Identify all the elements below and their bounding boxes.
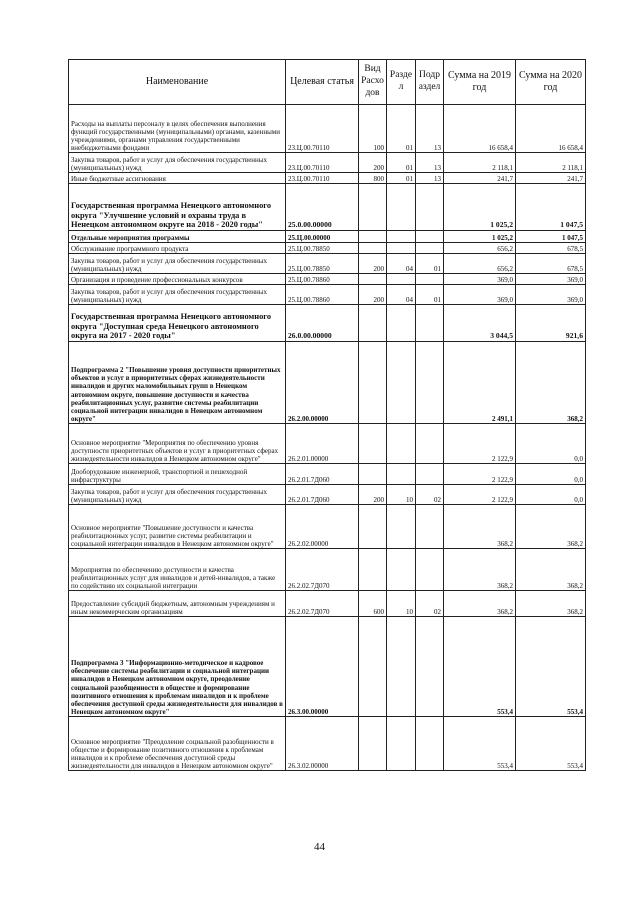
row-name: Закупка товаров, работ и услуг для обеспечения государственных (муниципальных) нужд xyxy=(69,285,286,305)
row-section: 01 xyxy=(387,173,416,184)
row-subsection xyxy=(416,617,444,717)
table-row xyxy=(69,617,586,717)
row-subsection: 01 xyxy=(416,254,444,274)
row-target-article: 26.2.01.7Д060 xyxy=(286,464,359,485)
table-row xyxy=(69,505,586,549)
row-sum-2019: 3 044,5 xyxy=(444,305,516,342)
row-section: 10 xyxy=(387,591,416,617)
table-row xyxy=(69,591,586,617)
row-sum-2019: 368,2 xyxy=(444,505,516,549)
row-name: Обслуживание программного продукта xyxy=(69,243,286,254)
row-expense-type xyxy=(359,505,387,549)
row-sum-2019: 369,0 xyxy=(444,274,516,285)
row-name: Основное мероприятие "Преодоление социальной разобщенности в обществе и формирование позитивного отношения к проблемам инвалидов и к проблеме обеспечения доступной среды жизнедеятельности для инвалидов в Ненецком автономном округе" xyxy=(69,717,286,771)
row-section xyxy=(387,617,416,717)
table-row xyxy=(69,285,586,305)
row-expense-type: 800 xyxy=(359,173,387,184)
row-sum-2020: 921,6 xyxy=(516,305,586,342)
row-section xyxy=(387,342,416,424)
row-subsection xyxy=(416,464,444,485)
row-sum-2019: 2 118,1 xyxy=(444,153,516,173)
row-subsection: 13 xyxy=(416,173,444,184)
table-row xyxy=(69,274,586,285)
row-target-article: 25.Ц.00.00000 xyxy=(286,231,359,243)
row-section xyxy=(387,184,416,231)
row-sum-2020: 1 047,5 xyxy=(516,231,586,243)
row-subsection xyxy=(416,184,444,231)
row-target-article: 26.2.02.7Д070 xyxy=(286,549,359,591)
table-row xyxy=(69,342,586,424)
row-section xyxy=(387,424,416,464)
row-target-article: 25.0.00.00000 xyxy=(286,184,359,231)
row-target-article: 26.2.01.7Д060 xyxy=(286,485,359,505)
row-subsection xyxy=(416,342,444,424)
table-row xyxy=(69,464,586,485)
row-target-article: 23.Ц.00.70110 xyxy=(286,153,359,173)
row-sum-2020: 369,0 xyxy=(516,274,586,285)
header-expense-type: Вид Расхо дов xyxy=(359,60,387,105)
row-subsection xyxy=(416,505,444,549)
row-sum-2020: 368,2 xyxy=(516,549,586,591)
row-subsection xyxy=(416,717,444,771)
row-section xyxy=(387,505,416,549)
table-row xyxy=(69,105,586,153)
table-row xyxy=(69,717,586,771)
row-expense-type xyxy=(359,231,387,243)
row-sum-2020: 1 047,5 xyxy=(516,184,586,231)
row-subsection: 01 xyxy=(416,285,444,305)
row-target-article: 26.2.00.00000 xyxy=(286,342,359,424)
page-number: 44 xyxy=(314,841,325,853)
row-subsection xyxy=(416,549,444,591)
row-section xyxy=(387,464,416,485)
row-sum-2019: 16 658,4 xyxy=(444,105,516,153)
row-expense-type xyxy=(359,305,387,342)
header-target-article: Целевая статья xyxy=(286,60,359,105)
row-sum-2020: 0,0 xyxy=(516,424,586,464)
row-target-article: 25.Ц.00.78850 xyxy=(286,254,359,274)
row-sum-2019: 368,2 xyxy=(444,591,516,617)
row-name: Закупка товаров, работ и услуг для обеспечения государственных (муниципальных) нужд xyxy=(69,254,286,274)
row-sum-2019: 553,4 xyxy=(444,617,516,717)
header-sum-2019: Сумма на 2019 год xyxy=(444,60,516,105)
row-sum-2020: 678,5 xyxy=(516,243,586,254)
table-row xyxy=(69,254,586,274)
row-sum-2020: 0,0 xyxy=(516,485,586,505)
row-name: Мероприятия по обеспечению доступности и качества реабилитационных услуг для инвалидов и детей-инвалидов, а также по содействию их социальной интеграции xyxy=(69,549,286,591)
row-name: Организация и проведение профессиональных конкурсов xyxy=(69,274,286,285)
row-section xyxy=(387,274,416,285)
row-sum-2019: 1 025,2 xyxy=(444,184,516,231)
row-sum-2020: 368,2 xyxy=(516,591,586,617)
row-subsection: 13 xyxy=(416,105,444,153)
row-expense-type xyxy=(359,274,387,285)
row-expense-type xyxy=(359,549,387,591)
row-sum-2020: 553,4 xyxy=(516,717,586,771)
row-expense-type xyxy=(359,243,387,254)
table-header-row xyxy=(69,60,586,105)
row-sum-2020: 241,7 xyxy=(516,173,586,184)
row-target-article: 23.Ц.00.70110 xyxy=(286,173,359,184)
row-expense-type: 200 xyxy=(359,153,387,173)
row-target-article: 25.Ц.00.78850 xyxy=(286,243,359,254)
row-name: Основное мероприятие "Мероприятия по обеспечению уровня доступности приоритетных объектов и услуг в приоритетных сферах жизнедеятельности инвалидов в Ненецком автономном округе" xyxy=(69,424,286,464)
table-row xyxy=(69,184,586,231)
row-subsection xyxy=(416,424,444,464)
row-section: 04 xyxy=(387,254,416,274)
row-sum-2019: 1 025,2 xyxy=(444,231,516,243)
row-target-article: 26.2.02.00000 xyxy=(286,505,359,549)
row-sum-2019: 2 122,9 xyxy=(444,464,516,485)
row-subsection xyxy=(416,243,444,254)
row-subsection: 02 xyxy=(416,591,444,617)
row-sum-2020: 368,2 xyxy=(516,342,586,424)
row-expense-type: 200 xyxy=(359,285,387,305)
row-expense-type xyxy=(359,424,387,464)
row-name: Закупка товаров, работ и услуг для обеспечения государственных (муниципальных) нужд xyxy=(69,153,286,173)
row-expense-type xyxy=(359,342,387,424)
row-subsection: 02 xyxy=(416,485,444,505)
row-name: Государственная программа Ненецкого автономного округа "Улучшение условий и охраны труда в Ненецком автономном округе на 2018 - 2020 годы" xyxy=(69,184,286,231)
row-name: Иные бюджетные ассигнования xyxy=(69,173,286,184)
header-name: Наименование xyxy=(69,60,286,105)
table-row xyxy=(69,153,586,173)
row-subsection xyxy=(416,274,444,285)
row-sum-2020: 369,0 xyxy=(516,285,586,305)
row-sum-2020: 2 118,1 xyxy=(516,153,586,173)
row-section xyxy=(387,717,416,771)
row-sum-2020: 553,4 xyxy=(516,617,586,717)
row-subsection xyxy=(416,231,444,243)
table-row xyxy=(69,243,586,254)
row-name: Расходы на выплаты персоналу в целях обеспечения выполнения функций государственными (муниципальными) органами, казенными учреждениями, органами управления государственными внебюджетными фондами xyxy=(69,105,286,153)
table-row xyxy=(69,549,586,591)
row-sum-2019: 2 491,1 xyxy=(444,342,516,424)
row-sum-2019: 2 122,9 xyxy=(444,424,516,464)
row-expense-type xyxy=(359,464,387,485)
row-target-article: 26.3.02.00000 xyxy=(286,717,359,771)
row-name: Отдельные мероприятия программы xyxy=(69,231,286,243)
row-name: Закупка товаров, работ и услуг для обеспечения государственных (муниципальных) нужд xyxy=(69,485,286,505)
row-section xyxy=(387,231,416,243)
row-target-article: 23.Ц.00.70110 xyxy=(286,105,359,153)
row-expense-type xyxy=(359,184,387,231)
row-expense-type: 600 xyxy=(359,591,387,617)
row-subsection: 13 xyxy=(416,153,444,173)
row-section xyxy=(387,243,416,254)
row-sum-2019: 369,0 xyxy=(444,285,516,305)
row-expense-type: 100 xyxy=(359,105,387,153)
row-section: 01 xyxy=(387,105,416,153)
row-target-article: 26.0.00.00000 xyxy=(286,305,359,342)
row-target-article: 25.Ц.00.78860 xyxy=(286,285,359,305)
row-section xyxy=(387,549,416,591)
row-name: Подпрограмма 2 "Повышение уровня доступности приоритетных объектов и услуг в приоритетных сферах жизнедеятельности инвалидов и других маломобильных групп в Ненецком автономном округе, повышение доступности и качества реабилитационных услуг, развитие системы реабилитации социальной интеграции инвалидов в Ненецком автономном округе" xyxy=(69,342,286,424)
row-target-article: 26.2.01.00000 xyxy=(286,424,359,464)
row-name: Государственная программа Ненецкого автономного округа "Доступная среда Ненецкого автономного округа на 2017 - 2020 годы" xyxy=(69,305,286,342)
row-subsection xyxy=(416,305,444,342)
row-sum-2019: 656,2 xyxy=(444,254,516,274)
row-target-article: 26.2.02.7Д070 xyxy=(286,591,359,617)
header-section: Разде л xyxy=(387,60,416,105)
row-target-article: 26.3.00.00000 xyxy=(286,617,359,717)
row-target-article: 25.Ц.00.78860 xyxy=(286,274,359,285)
row-expense-type: 200 xyxy=(359,254,387,274)
row-section xyxy=(387,305,416,342)
budget-table xyxy=(68,59,586,771)
table-row xyxy=(69,173,586,184)
header-sum-2020: Сумма на 2020 год xyxy=(516,60,586,105)
row-sum-2019: 2 122,9 xyxy=(444,485,516,505)
row-name: Подпрограмма 3 "Информационно-методическое и кадровое обеспечение системы реабилитации и социальной интеграции инвалидов в Ненецком автономном округе, преодоление социальной разобщенности в обществе и формирование позитивного отношения к проблемам инвалидов и к проблеме обеспечения доступной среды жизнедеятельности для инвалидов в Ненецком автономном округе" xyxy=(69,617,286,717)
row-expense-type xyxy=(359,617,387,717)
row-sum-2019: 241,7 xyxy=(444,173,516,184)
header-subsection: Подр аздел xyxy=(416,60,444,105)
row-sum-2020: 0,0 xyxy=(516,464,586,485)
row-sum-2020: 678,5 xyxy=(516,254,586,274)
table-row xyxy=(69,424,586,464)
table-row xyxy=(69,485,586,505)
row-expense-type: 200 xyxy=(359,485,387,505)
table-row xyxy=(69,305,586,342)
row-sum-2019: 656,2 xyxy=(444,243,516,254)
row-sum-2019: 368,2 xyxy=(444,549,516,591)
row-sum-2020: 368,2 xyxy=(516,505,586,549)
row-section: 01 xyxy=(387,153,416,173)
row-sum-2020: 16 658,4 xyxy=(516,105,586,153)
row-sum-2019: 553,4 xyxy=(444,717,516,771)
row-name: Дооборудование инженерной, транспортной и пешеходной инфраструктуры xyxy=(69,464,286,485)
row-name: Предоставление субсидий бюджетным, автономным учреждениям и иным некоммерческим организациям xyxy=(69,591,286,617)
row-name: Основное мероприятие "Повышение доступности и качества реабилитационных услуг, развитие системы реабилитации и социальной интеграции инвалидов в Ненецком автономном округе" xyxy=(69,505,286,549)
table-row xyxy=(69,231,586,243)
row-section: 10 xyxy=(387,485,416,505)
row-expense-type xyxy=(359,717,387,771)
row-section: 04 xyxy=(387,285,416,305)
